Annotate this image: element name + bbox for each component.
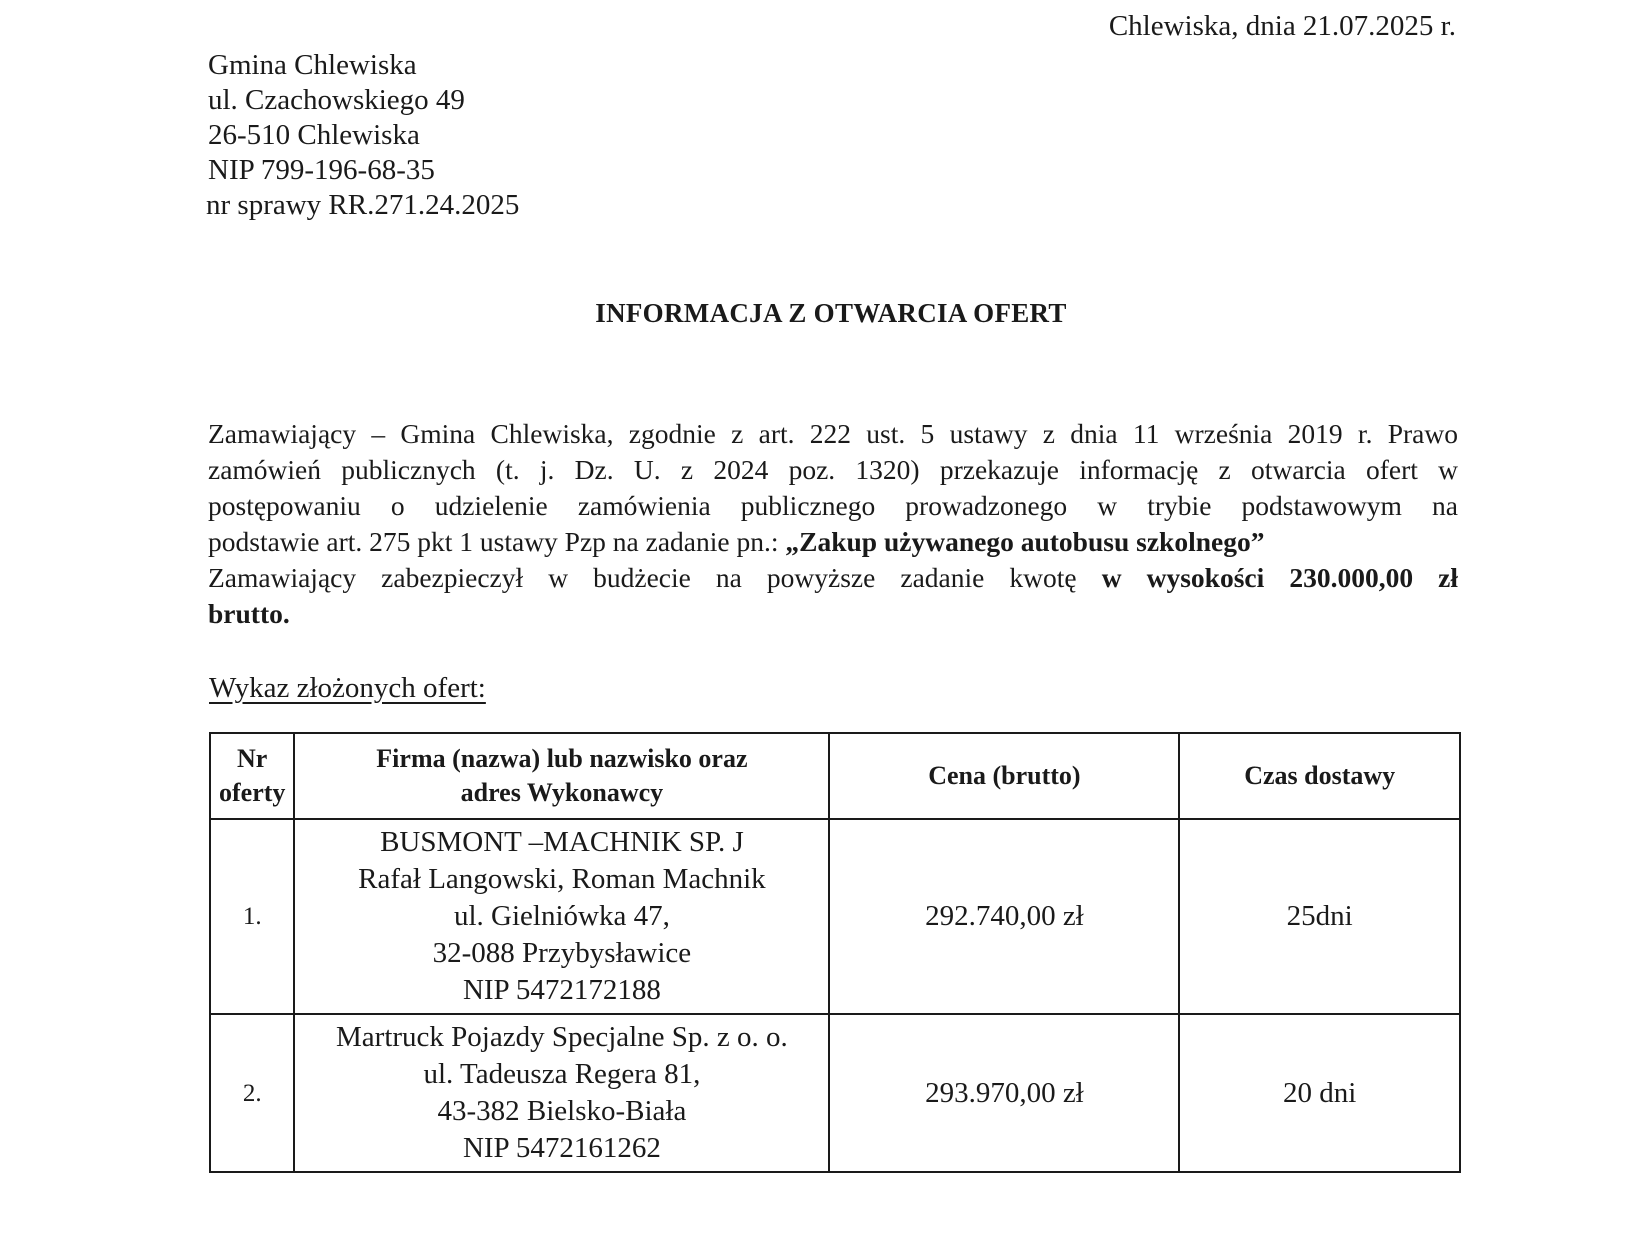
header-price: Cena (brutto) — [829, 733, 1179, 819]
firm-line: Rafał Langowski, Roman Machnik — [358, 863, 766, 895]
table-header-row — [210, 733, 1460, 819]
offer-firm — [294, 819, 829, 1014]
body-line-5 — [208, 560, 1458, 596]
firm-line: ul. Gielniówka 47, — [453, 900, 670, 932]
body-line-4 — [208, 524, 1458, 560]
header-firm-line1: Firma (nazwa) lub nazwisko oraz — [376, 744, 748, 773]
header-firm-line2: adres Wykonawcy — [460, 778, 664, 807]
sender-street: ul. Czachowskiego 49 — [208, 84, 465, 116]
body-line-3: postępowaniu o udzielenie zamówienia publicznego prowadzonego w trybie podstawowym na — [208, 490, 1458, 521]
firm-line: NIP 5472172188 — [462, 974, 661, 1006]
document-title-text: INFORMACJA Z OTWARCIA OFERT — [595, 298, 1067, 328]
document-title — [0, 298, 1646, 329]
body-line-6 — [208, 596, 1458, 632]
offer-delivery: 25dni — [1179, 819, 1460, 1014]
offers-table — [209, 732, 1461, 1173]
offer-price: 293.970,00 zł — [829, 1014, 1179, 1172]
offer-number: 2. — [210, 1014, 294, 1172]
body-paragraph — [208, 416, 1458, 632]
offers-list-caption: Wykaz złożonych ofert: — [209, 672, 486, 704]
header-nr — [210, 733, 294, 819]
header-nr-line2: oferty — [219, 778, 286, 807]
table-row — [210, 1014, 1460, 1172]
body-line-1: Zamawiający – Gmina Chlewiska, zgodnie z art. 222 ust. 5 ustawy z dnia 11 września 2019 r. Prawo — [208, 418, 1458, 449]
sender-address-block — [208, 48, 519, 223]
body-line-2: zamówień publicznych (t. j. Dz. U. z 2024 poz. 1320) przekazuje informację z otwarcia ofert w — [208, 454, 1458, 485]
task-name: „Zakup używanego autobusu szkolnego” — [785, 526, 1265, 557]
sender-city: 26-510 Chlewiska — [208, 119, 420, 151]
firm-line: Martruck Pojazdy Specjalne Sp. z o. o. — [336, 1021, 788, 1053]
place-and-date: Chlewiska, dnia 21.07.2025 r. — [1108, 10, 1456, 42]
body-line-4-text: podstawie art. 275 pkt 1 ustawy Pzp na zadanie pn.: — [208, 526, 786, 557]
firm-line: 43-382 Bielsko-Biała — [437, 1095, 687, 1127]
budget-amount: w wysokości 230.000,00 zł — [1101, 562, 1458, 593]
firm-line: NIP 5472161262 — [462, 1132, 661, 1164]
body-line-5-text: Zamawiający zabezpieczył w budżecie na powyższe zadanie kwotę — [208, 562, 1102, 593]
offer-firm — [294, 1014, 829, 1172]
firm-line: ul. Tadeusza Regera 81, — [423, 1058, 701, 1090]
table-row — [210, 819, 1460, 1014]
sender-nip: NIP 799-196-68-35 — [208, 154, 435, 186]
offer-price: 292.740,00 zł — [829, 819, 1179, 1014]
header-firm — [294, 733, 829, 819]
offer-number: 1. — [210, 819, 294, 1014]
firm-line: BUSMONT –MACHNIK SP. J — [380, 826, 744, 858]
firm-line: 32-088 Przybysławice — [432, 937, 692, 969]
offer-delivery: 20 dni — [1179, 1014, 1460, 1172]
case-number: nr sprawy RR.271.24.2025 — [206, 189, 520, 221]
header-delivery: Czas dostawy — [1179, 733, 1460, 819]
budget-brutto: brutto. — [208, 598, 290, 629]
header-nr-line1: Nr — [237, 744, 268, 773]
sender-name: Gmina Chlewiska — [208, 49, 417, 81]
